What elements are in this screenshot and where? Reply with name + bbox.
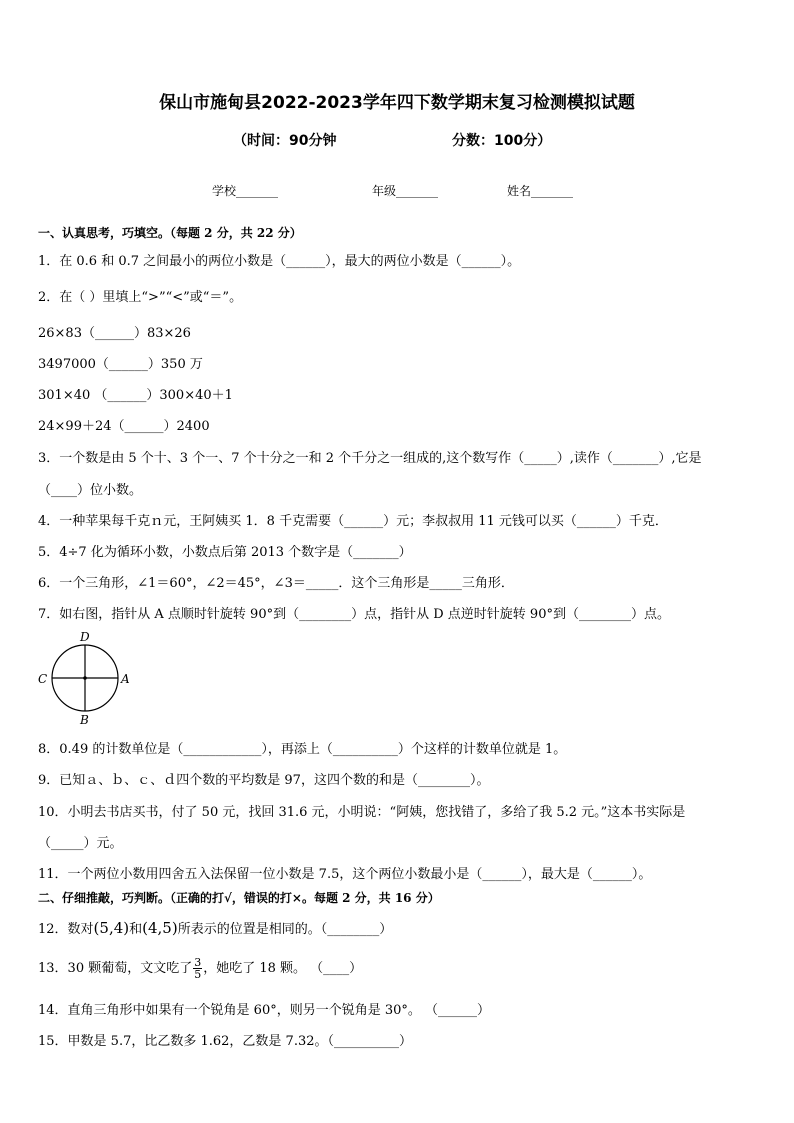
name-field: 姓名_______ (507, 184, 574, 198)
question-10: 10．小明去书店买书，付了 50 元，找回 31.6 元，小明说：“阿姨，您找错了，多给了我 5.2 元。”这本书实际是 (38, 805, 686, 820)
question-12 (38, 918, 392, 937)
question-5: 5．4÷7 化为循环小数，小数点后第 2013 个数字是（_______） (38, 545, 412, 560)
question-7: 7．如右图，指针从 A 点顺时针旋转 90°到（________）点，指针从 D 点逆时针旋转 90°到（________）点。 (38, 607, 670, 622)
question-13 (38, 957, 362, 980)
section-1-heading: 一、认真思考，巧填空。（每题 2 分，共 22 分） (38, 226, 302, 240)
q13-fraction (193, 957, 202, 980)
question-1: 1．在 0.6 和 0.7 之间最小的两位小数是（______），最大的两位小数是（______）。 (38, 254, 521, 269)
label-a: A (121, 672, 130, 686)
question-2c: 301×40 （______）300×40＋1 (38, 388, 233, 403)
school-field: 学校_______ (212, 184, 279, 198)
clock-dial-figure (30, 628, 140, 728)
question-15: 15．甲数是 5.7，比乙数多 1.62，乙数是 7.32。（__________） (38, 1034, 413, 1049)
page-title: 保山市施甸县2022-2023学年四下数学期末复习检测模拟试题 (159, 93, 635, 113)
q12-pair-2: (4,5) (142, 919, 178, 937)
q12-pair-1: (5,4) (93, 919, 130, 937)
dial-center-dot (83, 676, 87, 680)
q12-and: 和 (129, 922, 143, 937)
question-2: 2．在（ ）里填上“>”“<”或“＝”。 (38, 290, 243, 305)
q12-prefix: 12．数对 (38, 922, 94, 937)
fraction-denominator: 5 (194, 968, 202, 981)
question-2a: 26×83（______）83×26 (38, 326, 191, 341)
q13-prefix: 13．30 颗葡萄，文文吃了 (38, 961, 193, 976)
question-14: 14．直角三角形中如果有一个锐角是 60°，则另一个锐角是 30°。 （______） (38, 1003, 491, 1018)
label-d: D (80, 630, 90, 644)
question-10-cont: （_____）元。 (38, 836, 123, 851)
question-2d: 24×99＋24（______）2400 (38, 419, 210, 434)
question-8: 8．0.49 的计数单位是（____________），再添上（__________）个这样的计数单位就是 1。 (38, 742, 567, 757)
fraction-numerator: 3 (194, 956, 202, 969)
q12-suffix: 所表示的位置是相同的。（________） (177, 922, 393, 937)
q13-suffix: ，她吃了 18 颗。 （____） (203, 961, 363, 976)
exam-score: 分数：100分） (452, 133, 552, 149)
label-b: B (80, 713, 89, 727)
label-c: C (38, 672, 48, 686)
question-3: 3．一个数是由 5 个十、3 个一、7 个十分之一和 2 个千分之一组成的,这个数写作（_____）,读作（_______）,它是 (38, 451, 702, 466)
question-6: 6．一个三角形，∠1＝60°，∠2＝45°，∠3＝_____．这个三角形是_____三角形． (38, 576, 514, 591)
question-9: 9．已知ａ、ｂ、ｃ、ｄ四个数的平均数是 97，这四个数的和是（________）。 (38, 773, 490, 788)
question-4: 4．一种苹果每千克ｎ元，王阿姨买 1．8 千克需要（______）元；李叔叔用 11 元钱可以买（______）千克． (38, 514, 668, 529)
question-2b: 3497000（______）350 万 (38, 357, 203, 372)
grade-field: 年级_______ (372, 184, 439, 198)
exam-time: （时间：90分钟 (233, 133, 337, 149)
question-3-cont: （____）位小数。 (38, 483, 143, 498)
section-2-heading: 二、仔细推敲，巧判断。（正确的打√，错误的打×。每题 2 分，共 16 分） (38, 891, 440, 905)
question-11: 11．一个两位小数用四舍五入法保留一位小数是 7.5，这个两位小数最小是（______），最大是（______）。 (38, 867, 652, 882)
